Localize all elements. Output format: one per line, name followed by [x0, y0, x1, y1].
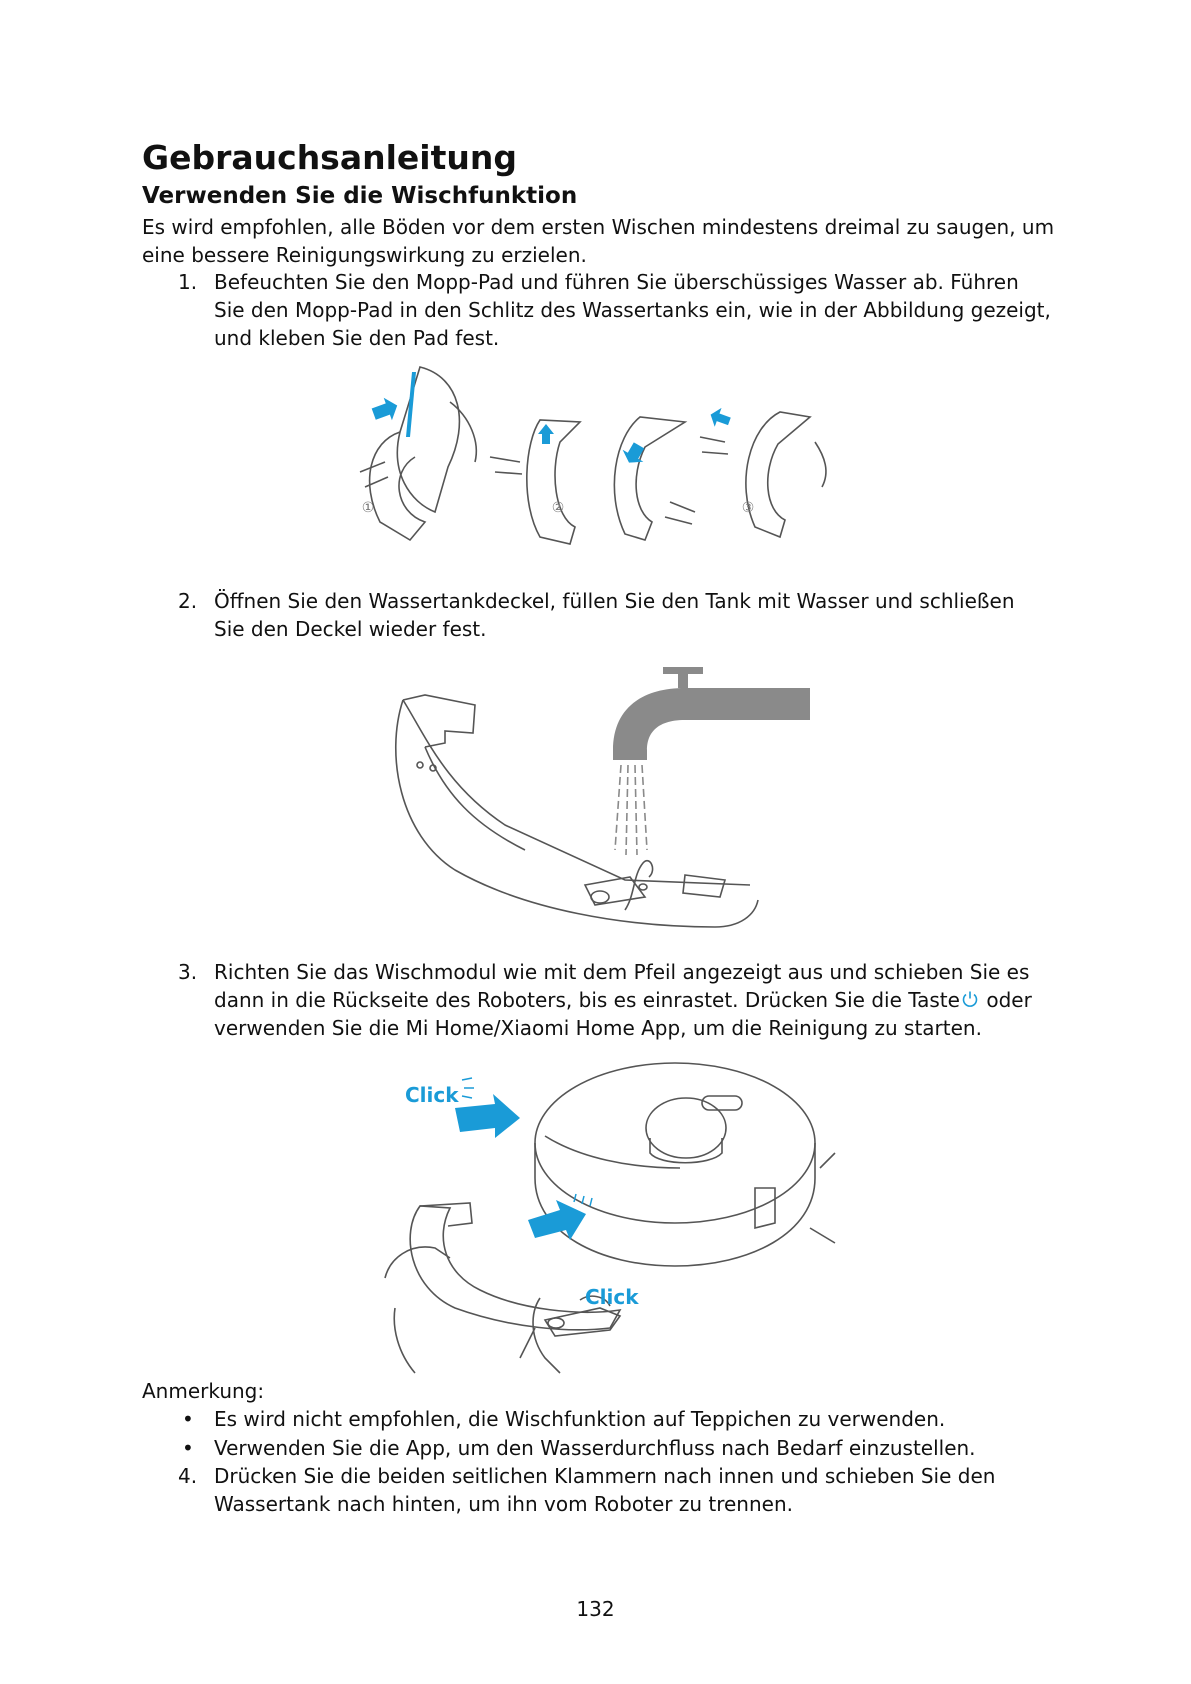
power-icon	[961, 990, 979, 1008]
robot-mop-attach-figure	[380, 1058, 840, 1378]
step-1-line-3: und kleben Sie den Pad fest.	[214, 326, 500, 350]
step-2-line-1: Öffnen Sie den Wassertankdeckel, füllen Sie den Tank mit Wasser und schließen	[214, 589, 1015, 613]
hand-1	[360, 462, 388, 487]
mop-pad-2a	[527, 420, 580, 544]
hand-3b	[815, 442, 826, 487]
click-label-1: Click	[405, 1083, 459, 1107]
mop-pad-2b	[614, 417, 685, 540]
arrow-2a	[538, 424, 554, 444]
step-1-line-2: Sie den Mopp-Pad in den Schlitz des Wassertanks ein, wie in der Abbildung gezeigt,	[214, 298, 1051, 322]
water-tank-fill-figure	[385, 665, 815, 940]
mop-pad-figure	[340, 362, 860, 562]
arrow-1	[370, 394, 402, 425]
step-4-line-1: Drücken Sie die beiden seitlichen Klammern nach innen und schieben Sie den	[214, 1464, 996, 1488]
pad-edge-highlight	[406, 372, 416, 437]
page-title: Gebrauchsanleitung	[142, 138, 517, 177]
step-2-line-2: Sie den Deckel wieder fest.	[214, 617, 487, 641]
step-label-3: ③	[741, 500, 755, 516]
note-2-text: Verwenden Sie die App, um den Wasserdurchfluss nach Bedarf einzustellen.	[214, 1436, 976, 1460]
step-number: 4.	[178, 1464, 198, 1488]
robot-vacuum	[535, 1063, 835, 1266]
step-3-line-3: verwenden Sie die Mi Home/Xiaomi Home App, um die Reinigung zu starten.	[214, 1016, 982, 1040]
step-number: 2.	[178, 589, 198, 613]
mop-module	[410, 1203, 620, 1336]
hand-3	[700, 437, 728, 454]
step-3-line-2-tail: oder	[986, 988, 1032, 1012]
step-1-line-1: Befeuchten Sie den Mopp-Pad und führen Sie überschüssiges Wasser ab. Führen	[214, 270, 1019, 294]
hand-2a	[490, 457, 522, 474]
note-1-text: Es wird nicht empfohlen, die Wischfunktion auf Teppichen zu verwenden.	[214, 1407, 946, 1431]
step-number: 3.	[178, 960, 198, 984]
water-tank	[396, 695, 758, 927]
mop-pad-1	[397, 367, 459, 512]
intro-line-2: eine bessere Reinigungswirkung zu erzielen.	[142, 243, 587, 267]
click-indicator-lines	[462, 1078, 592, 1206]
intro-line-1: Es wird empfohlen, alle Böden vor dem ersten Wischen mindestens dreimal zu saugen, um	[142, 215, 1055, 239]
step-label-1: ①	[361, 500, 375, 516]
bullet: •	[182, 1407, 194, 1431]
arrow-2b	[619, 439, 650, 468]
step-3-line-2	[214, 986, 1064, 1014]
step-4-line-2: Wassertank nach hinten, um ihn vom Roboter zu trennen.	[214, 1492, 793, 1516]
click-arrow-bottom	[528, 1200, 586, 1240]
section-heading: Verwenden Sie die Wischfunktion	[142, 183, 578, 209]
arrow-3	[707, 405, 733, 431]
click-label-2: Click	[585, 1285, 639, 1309]
hand-2b	[665, 502, 695, 524]
left-hand	[385, 1247, 450, 1373]
bullet: •	[182, 1436, 194, 1460]
faucet-icon	[613, 667, 810, 760]
page-number: 132	[576, 1597, 615, 1621]
step-3-line-1: Richten Sie das Wischmodul wie mit dem Pfeil angezeigt aus und schieben Sie es	[214, 960, 1030, 984]
step-label-2: ②	[551, 500, 565, 516]
click-arrow-top	[455, 1094, 520, 1138]
step-number: 1.	[178, 270, 198, 294]
water-stream	[615, 765, 647, 855]
note-label: Anmerkung:	[142, 1379, 265, 1403]
step-3-line-2-text: dann in die Rückseite des Roboters, bis es einrastet. Drücken Sie die Taste	[214, 988, 960, 1012]
mop-pad-3	[746, 412, 810, 537]
